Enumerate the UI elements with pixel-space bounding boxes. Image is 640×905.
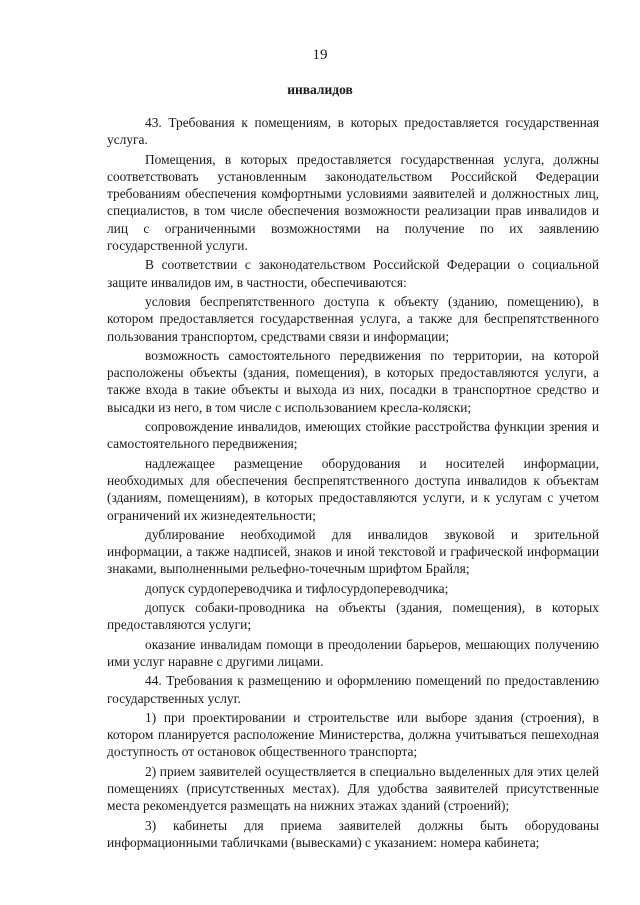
section-heading: инвалидов xyxy=(287,82,353,97)
paragraph: 3) кабинеты для приема заявителей должны быть оборудованы информационными табличками (вывесками) с указанием: номера кабинета; xyxy=(107,817,599,850)
paragraph: условия беспрепятственного доступа к объекту (зданию, помещению), в котором предоставляется государственная услуга, а также для беспрепятственного пользования транспортом, средствами связи и информации; xyxy=(107,293,599,344)
paragraph: 2) прием заявителей осуществляется в специально выделенных для этих целей помещениях (присутственных местах). Для удобства заявителей присутственные места рекомендуется размещать на нижних этажах зданий (строений); xyxy=(107,763,599,814)
paragraph: допуск собаки-проводника на объекты (здания, помещения), в которых предоставляются услуги; xyxy=(107,600,599,633)
document-body xyxy=(107,114,599,853)
paragraph: Помещения, в которых предоставляется государственная услуга, должны соответствовать установленным законодательством Российской Федерации требованиям обеспечения комфортными условиями заявителей и должностных лиц, специалистов, в том числе обеспечения возможности реализации прав инвалидов и лиц с ограниченными возможностями на получение по их заявлению государственной услуги. xyxy=(107,151,599,254)
paragraph: В соответствии с законодательством Российской Федерации о социальной защите инвалидов им, в частности, обеспечиваются: xyxy=(107,257,599,290)
paragraph: 43. Требования к помещениям, в которых предоставляется государственная услуга. xyxy=(107,115,599,148)
paragraph: сопровождение инвалидов, имеющих стойкие расстройства функции зрения и самостоятельного передвижения; xyxy=(107,419,599,452)
paragraph: надлежащее размещение оборудования и носителей информации, необходимых для обеспечения беспрепятственного доступа инвалидов к объектам (зданиям, помещениям), в которых предоставляются услуги, и к услугам с учетом ограничений их жизнедеятельности; xyxy=(107,455,599,523)
paragraph: 44. Требования к размещению и оформлению помещений по предоставлению государственных услуг. xyxy=(107,673,599,706)
page-number: 19 xyxy=(312,47,328,63)
paragraph: оказание инвалидам помощи в преодолении барьеров, мешающих получению ими услуг наравне с другими лицами. xyxy=(107,636,599,669)
paragraph: допуск сурдопереводчика и тифлосурдопереводчика; xyxy=(145,580,449,596)
paragraph: дублирование необходимой для инвалидов звуковой и зрительной информации, а также надписей, знаков и иной текстовой и графической информации знаками, выполненными рельефно-точечным шрифтом Брайля; xyxy=(107,526,599,577)
paragraph: возможность самостоятельного передвижения по территории, на которой расположены объекты (здания, помещения), в которых предоставляются услуги, а также входа в такие объекты и выхода из них, посадки в транспортное средство и высадки из него, в том числе с использованием кресла-коляски; xyxy=(107,347,599,415)
paragraph: 1) при проектировании и строительстве или выборе здания (строения), в котором планируется расположение Министерства, должна учитываться пешеходная доступность от остановок общественного транспорта; xyxy=(107,709,599,760)
